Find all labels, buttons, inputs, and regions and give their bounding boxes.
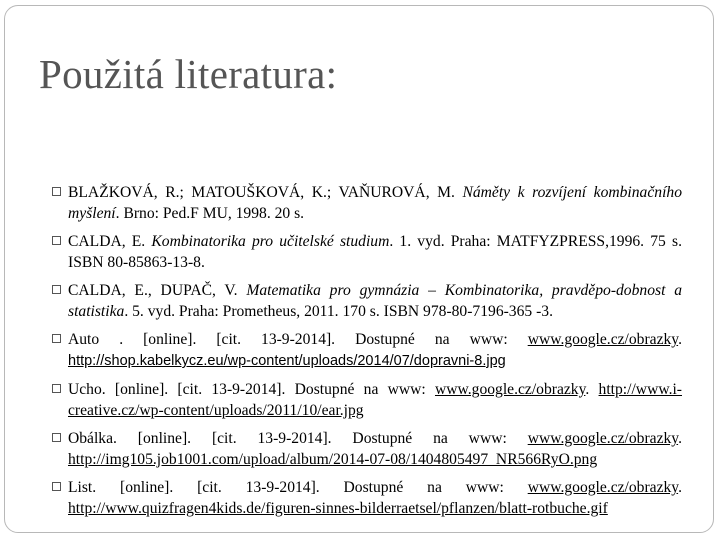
square-bullet-icon bbox=[52, 384, 61, 393]
square-bullet-icon bbox=[52, 433, 61, 442]
reference-separator: . bbox=[678, 479, 682, 496]
reference-text: Auto . [online]. [cit. 13-9-2014]. Dostupné na www: bbox=[68, 331, 528, 348]
reference-item bbox=[52, 477, 682, 519]
reference-list bbox=[52, 182, 682, 526]
square-bullet-icon bbox=[52, 482, 61, 491]
google-images-link[interactable]: www.google.cz/obrazky bbox=[527, 479, 679, 496]
square-bullet-icon bbox=[52, 334, 61, 343]
reference-separator: . bbox=[585, 381, 599, 398]
reference-separator: . bbox=[678, 430, 682, 447]
google-images-link[interactable]: www.google.cz/obrazky bbox=[434, 381, 586, 398]
reference-publication: . 1. vyd. Praha: MATFYZPRESS,1996. 75 s. ISBN 80-85863-13-8. bbox=[68, 233, 682, 271]
reference-separator: . bbox=[678, 331, 682, 348]
slide bbox=[4, 5, 714, 533]
reference-authors: CALDA, E., DUPAČ, V. bbox=[68, 282, 247, 299]
reference-publication: . Brno: Ped.F MU, 1998. 20 s. bbox=[115, 205, 305, 222]
reference-work-title: Matematika pro gymnázia – Kombinatorika, pravděpo-dobnost a statistika bbox=[68, 282, 683, 320]
reference-item bbox=[52, 329, 682, 372]
square-bullet-icon bbox=[52, 236, 61, 245]
google-images-link[interactable]: www.google.cz/obrazky bbox=[527, 430, 679, 447]
reference-authors: BLAŽKOVÁ, R.; MATOUŠKOVÁ, K.; VAŇUROVÁ, M. bbox=[68, 184, 463, 201]
reference-work-title: Náměty k rozvíjení kombinačního myšlení bbox=[68, 184, 682, 222]
image-source-link[interactable]: http://shop.kabelkycz.eu/wp-content/uploads/2014/07/dopravni-8.jpg bbox=[68, 353, 506, 369]
reference-item bbox=[52, 231, 682, 273]
reference-item bbox=[52, 182, 682, 224]
image-source-link[interactable]: http://www.i-creative.cz/wp-content/uploads/2011/10/ear.jpg bbox=[68, 381, 682, 419]
image-source-link[interactable]: http://img105.job1001.com/upload/album/2014-07-08/1404805497_NR566RyO.png bbox=[68, 451, 598, 468]
reference-item bbox=[52, 280, 682, 322]
square-bullet-icon bbox=[52, 187, 61, 196]
reference-text: Obálka. [online]. [cit. 13-9-2014]. Dostupné na www: bbox=[68, 430, 528, 447]
reference-authors: CALDA, E. bbox=[68, 233, 152, 250]
reference-item bbox=[52, 379, 682, 421]
reference-text: Ucho. [online]. [cit. 13-9-2014]. Dostupné na www: bbox=[68, 381, 435, 398]
reference-work-title: Kombinatorika pro učitelské studium bbox=[151, 233, 390, 250]
square-bullet-icon bbox=[52, 285, 61, 294]
image-source-link[interactable]: http://www.quizfragen4kids.de/figuren-sinnes-bilderraetsel/pflanzen/blatt-rotbuche.gif bbox=[68, 500, 608, 517]
reference-text: List. [online]. [cit. 13-9-2014]. Dostupné na www: bbox=[68, 479, 528, 496]
google-images-link[interactable]: www.google.cz/obrazky bbox=[527, 331, 679, 348]
slide-title: Použitá literatura: bbox=[39, 51, 338, 97]
reference-item bbox=[52, 428, 682, 470]
reference-publication: . 5. vyd. Praha: Prometheus, 2011. 170 s. ISBN 978-80-7196-365 -3. bbox=[124, 303, 553, 320]
